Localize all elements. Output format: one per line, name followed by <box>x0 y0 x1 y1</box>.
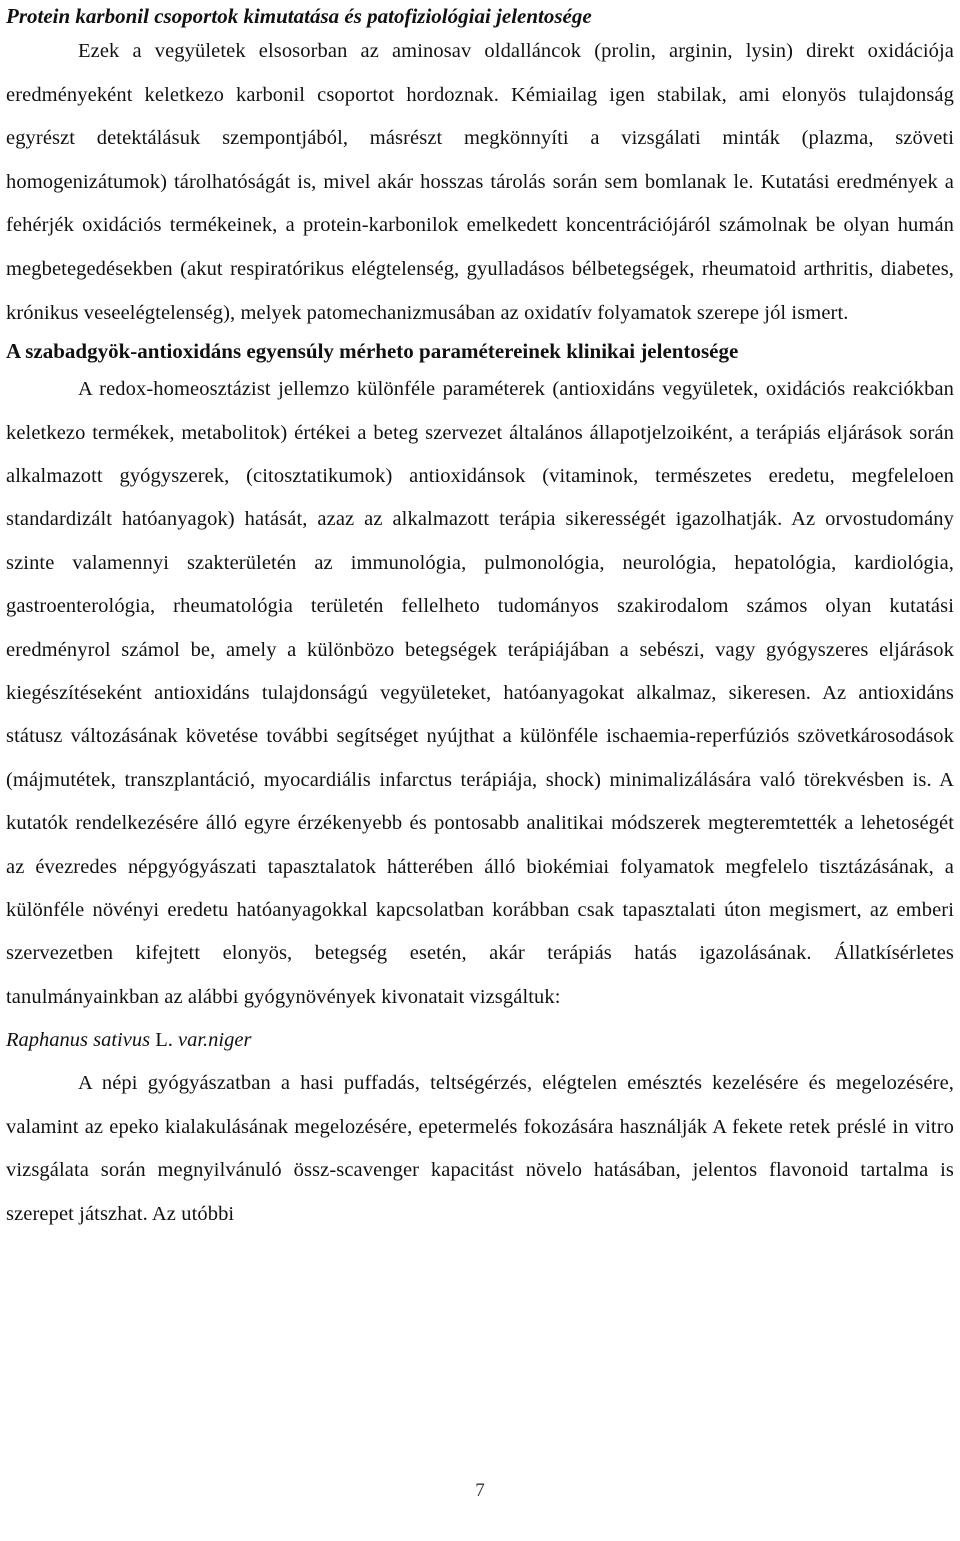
paragraph-protein-carbonyl: Ezek a vegyületek elsosorban az aminosav oldalláncok (prolin, arginin, lysin) direkt oxidációja eredményeként keletkezo karbonil csoportot hordoznak. Kémiailag igen stabilak, ami elonyös tulajdonság egyrészt detektálásuk szempontjából, másrészt megkönnyíti a vizsgálati minták (plazma, szöveti homogenizátumok) tárolhatóságát is, mivel akár hosszas tárolás során sem bomlanak le. Kutatási eredmények a fehérjék oxidációs termékeinek, a protein-karbonilok emelkedett koncentrációjáról számolnak be olyan humán megbetegedésekben (akut respiratórikus elégtelenség, gyulladásos bélbetegségek, rheumatoid arthritis, diabetes, krónikus veseelégtelenség), melyek patomechanizmusában az oxidatív folyamatok szerepe jól ismert. <box>6 40 954 324</box>
paragraph-redox-balance: A redox-homeosztázist jellemzo különféle paraméterek (antioxidáns vegyületek, oxidációs reakciókban keletkezo termékek, metabolitok) értékei a beteg szervezet általános állapotjelzoiként, a terápiás eljárások során alkalmazott gyógyszerek, (citosztatikumok) antioxidánsok (vitaminok, természetes eredetu, megfeleloen standardizált hatóanyagok) hatását, azaz az alkalmazott terápia sikerességét igazolhatják. Az orvostudomány szinte valamennyi szakterületén az immunológia, pulmonológia, neurológia, hepatológia, kardiológia, gastroenterológia, rheumatológia területén fellelheto tudományos szakirodalom számos olyan kutatási eredményrol számol be, amely a különbözo betegségek terápiájában a sebészi, vagy gyógyszeres eljárások kiegészítéseként antioxidáns tulajdonságú vegyületeket, hatóanyagokat alkalmaz, sikeresen. Az antioxidáns státusz változásának követése további segítséget nyújthat a különféle ischaemia-reperfúziós szövetkárosodások (májmutétek, transzplantáció, myocardiális infarctus terápiája, shock) minimalizálására való törekvésben is. A kutatók rendelkezésére álló egyre érzékenyebb és pontosabb analitikai módszerek megteremtették a lehetoségét az évezredes népgyógyászati tapasztalatok hátterében álló biokémiai folyamatok megfelelo tisztázásának, a különféle növényi eredetu hatóanyagokkal kapcsolatban korábban csak tapasztalati úton megismert, az emberi szervezetben kifejtett elonyös, betegség esetén, akár terápiás hatás igazolásának. Állatkísérletes tanulmányainkban az alábbi gyógynövények kivonatait vizsgáltuk: <box>6 378 954 1008</box>
species-author: L. <box>150 1029 178 1052</box>
species-binomial: Raphanus sativus <box>6 1029 151 1052</box>
paragraph-black-radish: A népi gyógyászatban a hasi puffadás, teltségérzés, elégtelen emésztés kezelésére és megelozésére, valamint az epeko kialakulásának megelozésére, epetermelés fokozására használják A fekete retek préslé in vitro vizsgálata során megnyilvánuló össz-scavenger kapacitást növelo hatásában, jelentos flavonoid tartalma is szerepet játszhat. Az utóbbi <box>6 1072 954 1226</box>
section-heading-redox-balance: A szabadgyök-antioxidáns egyensúly mérheto paramétereinek klinikai jelentosége <box>6 339 739 364</box>
species-name <box>6 1019 954 1062</box>
document-page <box>6 0 954 1237</box>
page-number: 7 <box>475 1480 485 1501</box>
species-variety: var.niger <box>177 1029 252 1052</box>
section-heading-protein-carbonyl: Protein karbonil csoportok kimutatása és patofiziológiai jelentosége <box>6 4 592 28</box>
